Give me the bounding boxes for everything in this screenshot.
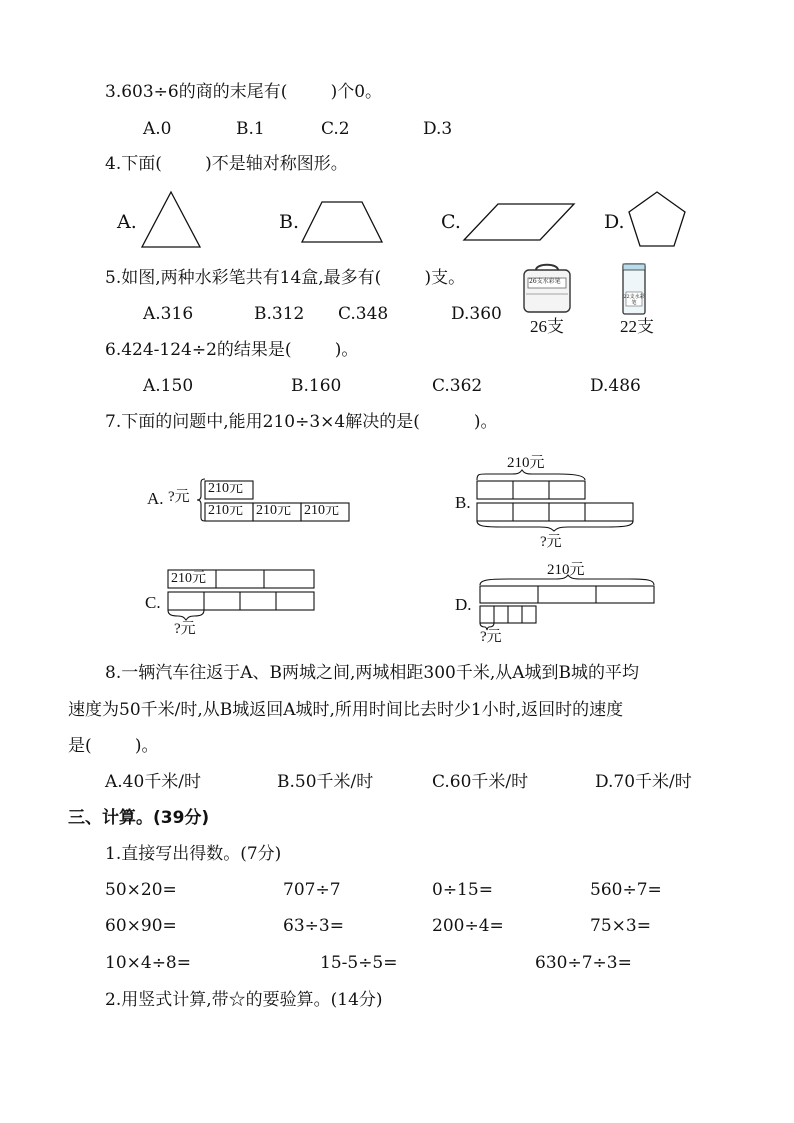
q7-b-top-value: 210元 bbox=[507, 455, 545, 471]
calc-r3-c1: 10×4÷8= bbox=[105, 953, 191, 973]
calc-r1-c4: 560÷7= bbox=[590, 880, 662, 900]
calc-r3-c3: 630÷7÷3= bbox=[535, 953, 632, 973]
q7-c-unknown: ?元 bbox=[174, 621, 196, 637]
q7-d-top-value: 210元 bbox=[547, 562, 585, 578]
trapezoid-shape bbox=[300, 200, 384, 245]
q4-label-c: C. bbox=[441, 211, 461, 233]
q7-c-label: C. bbox=[145, 593, 161, 612]
q7-a-top-value: 210元 bbox=[208, 481, 243, 496]
q5-option-b: B.312 bbox=[254, 304, 305, 324]
triangle-shape bbox=[140, 190, 202, 250]
q7-a-bottom-value-3: 210元 bbox=[304, 503, 339, 518]
q7-d-unknown: ?元 bbox=[480, 629, 502, 645]
q5-option-c: C.348 bbox=[338, 304, 389, 324]
pen-box-icon bbox=[620, 262, 648, 316]
q7-b-bars bbox=[474, 470, 636, 532]
calc-r2-c2: 63÷3= bbox=[283, 916, 344, 936]
calc-r1-c1: 50×20= bbox=[105, 880, 177, 900]
section-3-sub-1: 1.直接写出得数。(7分) bbox=[105, 844, 282, 864]
q6-text: 6.424-124÷2的结果是( )。 bbox=[105, 340, 359, 360]
pen-box-label: 22支水彩笔 bbox=[623, 294, 645, 306]
q8-option-d: D.70千米/时 bbox=[595, 772, 692, 792]
q7-a-bottom-value-2: 210元 bbox=[256, 503, 291, 518]
q7-b-unknown: ?元 bbox=[540, 534, 562, 550]
q7-a-bottom-value-1: 210元 bbox=[208, 503, 243, 518]
calc-r1-c2: 707÷7 bbox=[283, 880, 341, 900]
q8-option-b: B.50千米/时 bbox=[277, 772, 374, 792]
calc-r1-c3: 0÷15= bbox=[432, 880, 493, 900]
q7-d-bars bbox=[478, 575, 658, 631]
q5-item1-caption: 26支 bbox=[530, 317, 564, 336]
q4-text: 4.下面( )不是轴对称图形。 bbox=[105, 154, 348, 174]
q3-option-a: A.0 bbox=[143, 119, 172, 139]
q5-option-a: A.316 bbox=[143, 304, 194, 324]
q3-option-c: C.2 bbox=[321, 119, 350, 139]
q7-text: 7.下面的问题中,能用210÷3×4解决的是( )。 bbox=[105, 412, 498, 432]
q5-option-d: D.360 bbox=[451, 304, 502, 324]
section-3-heading: 三、计算。(39分) bbox=[68, 808, 210, 828]
section-3-sub-2: 2.用竖式计算,带☆的要验算。(14分) bbox=[105, 990, 383, 1010]
q3-option-b: B.1 bbox=[236, 119, 265, 139]
parallelogram-shape bbox=[462, 202, 577, 242]
q3-option-d: D.3 bbox=[423, 119, 453, 139]
q6-option-d: D.486 bbox=[590, 376, 641, 396]
pentagon-shape bbox=[626, 190, 688, 250]
q6-option-b: B.160 bbox=[291, 376, 342, 396]
q8-line-1: 8.一辆汽车往返于A、B两城之间,两城相距300千米,从A城到B城的平均 bbox=[105, 663, 640, 683]
q8-line-3: 是( )。 bbox=[68, 736, 159, 756]
q8-line-2: 速度为50千米/时,从B城返回A城时,所用时间比去时少1小时,返回时的速度 bbox=[68, 700, 624, 720]
q5-text: 5.如图,两种水彩笔共有14盒,最多有( )支。 bbox=[105, 268, 466, 288]
q4-label-b: B. bbox=[279, 211, 300, 233]
calc-r2-c4: 75×3= bbox=[590, 916, 651, 936]
q8-option-c: C.60千米/时 bbox=[432, 772, 529, 792]
q5-item2-caption: 22支 bbox=[620, 317, 654, 336]
q4-label-a: A. bbox=[117, 211, 137, 233]
q3-text: 3.603÷6的商的末尾有( )个0。 bbox=[105, 82, 383, 102]
q7-a-label: A. bbox=[147, 489, 164, 508]
pen-case-icon bbox=[522, 262, 572, 314]
q7-d-label: D. bbox=[455, 595, 472, 614]
q6-option-a: A.150 bbox=[143, 376, 194, 396]
q7-b-label: B. bbox=[455, 493, 471, 512]
q6-option-c: C.362 bbox=[432, 376, 483, 396]
q7-a-unknown: ?元 bbox=[168, 489, 190, 505]
q4-label-d: D. bbox=[604, 211, 625, 233]
calc-r2-c1: 60×90= bbox=[105, 916, 177, 936]
q7-c-top-value: 210元 bbox=[171, 571, 206, 586]
pen-case-label: 26支水彩笔 bbox=[529, 278, 561, 285]
calc-r3-c2: 15-5÷5= bbox=[320, 953, 398, 973]
q8-option-a: A.40千米/时 bbox=[105, 772, 202, 792]
calc-r2-c3: 200÷4= bbox=[432, 916, 504, 936]
